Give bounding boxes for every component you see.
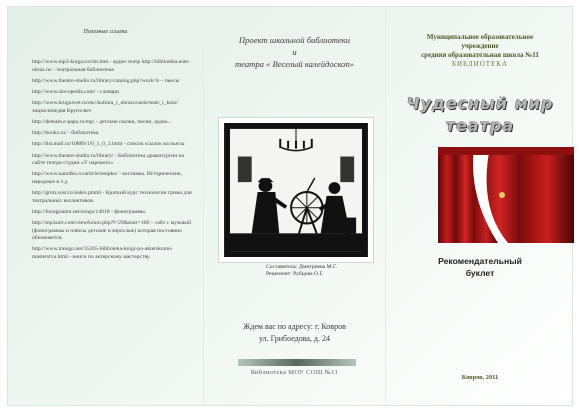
institution-name — [386, 33, 574, 69]
booklet-type-line: Рекомендательный — [438, 256, 522, 266]
project-title-line: Проект школьной библиотеки — [238, 35, 351, 45]
reviewer-credit: Рецензент: Рубцова О.Г. — [266, 271, 324, 277]
footer-library-label: Библиотека МОУ СОШ №11 — [250, 369, 339, 376]
link-item[interactable]: http://www.krugosvet.ru/enc/kultura_i_obrazovanie/teatr_i_kino/ энциклопедия Кругосвет — [32, 100, 178, 114]
institution-line: средняя образовательная школа №11 — [421, 51, 539, 59]
links-panel — [8, 7, 203, 405]
link-item[interactable]: http://www.mnogo.net/35265-biblioteka-knigi-po-akterskomu-masterstvu.html - книги по актерскому мастерству. — [32, 246, 173, 260]
link-item[interactable]: http://grim.xost.ru/index.phtml - Краткий курс технологии грима для театральных коллективов. — [32, 190, 192, 204]
project-title-line: театра « Веселый калейдоскоп» — [234, 59, 355, 69]
link-item[interactable]: http://www.theatre-studio.ru/library/catalog.php?work=b – пьесы — [32, 77, 180, 84]
main-title — [386, 93, 574, 137]
links-heading: Полезные ссылки — [83, 29, 128, 35]
address — [204, 321, 385, 345]
link-item[interactable]: http://www.slovopedia.com/ - словари — [32, 88, 119, 95]
compiler-credit: Составитель: Дмитриева М.Г. — [266, 264, 337, 270]
footer-divider — [238, 359, 356, 366]
link-item[interactable]: http://fonogramm.net/songs/14818 - фонограммы. — [32, 208, 147, 215]
project-title — [204, 34, 385, 70]
curtain-image — [438, 147, 574, 243]
booklet-type — [386, 255, 574, 279]
link-item[interactable]: http://list.mail.ru/10889/1/0_1_0_2.html - список ссылок на пьесы — [32, 141, 185, 148]
link-item[interactable]: http://www.narodko.ru/article/testpko/ - костюмы. Исторические, народные и т.д. — [32, 171, 182, 185]
institution-line: учреждение — [461, 42, 499, 50]
link-item[interactable]: http://detkam.e-papa.ru/mp/ - детские сказки, песни, аудио... — [32, 118, 172, 125]
library-label: БИБЛИОТЕКА — [451, 60, 509, 68]
project-title-line: и — [292, 47, 297, 57]
link-item[interactable]: http://www.mp3-kniga.ru/rim.htm - аудио театр http://biblioteka.teatr-obraz.ru/ - театральная библиотека — [32, 59, 191, 73]
link-item[interactable]: http://mp3sort.com/viewforum.php?f=29&start=100 – сайт с музыкой (фонограммы и плюсы детские и взрослые) которая постоянно обновляется. — [32, 220, 192, 242]
main-title-line: Чудесный мир — [406, 94, 554, 113]
city-year: Ковров, 2011 — [461, 374, 499, 381]
booklet-type-line: буклет — [465, 268, 495, 278]
stage-curtain-image — [438, 147, 574, 243]
brochure-page — [7, 6, 573, 406]
cover-panel — [386, 7, 574, 405]
credits — [266, 264, 337, 278]
address-line: Ждем вас по адресу: г. Ковров — [243, 322, 346, 331]
main-title-line: театра — [445, 116, 515, 135]
link-item[interactable]: http://www.theatre-studio.ru/library/ - Библиотека драматургии на сайте театра-студии «У парового» — [32, 152, 184, 167]
link-item[interactable]: http://bookz.ru/ - библиотека — [32, 130, 99, 137]
silhouette-illustration — [218, 117, 374, 263]
links-list — [32, 59, 192, 265]
project-panel — [203, 7, 386, 405]
institution-line: Муниципальное образовательное — [426, 33, 534, 41]
address-line: ул. Грибоедова, д. 24 — [258, 334, 331, 343]
spinning-wheel-silhouette-image — [224, 123, 368, 257]
